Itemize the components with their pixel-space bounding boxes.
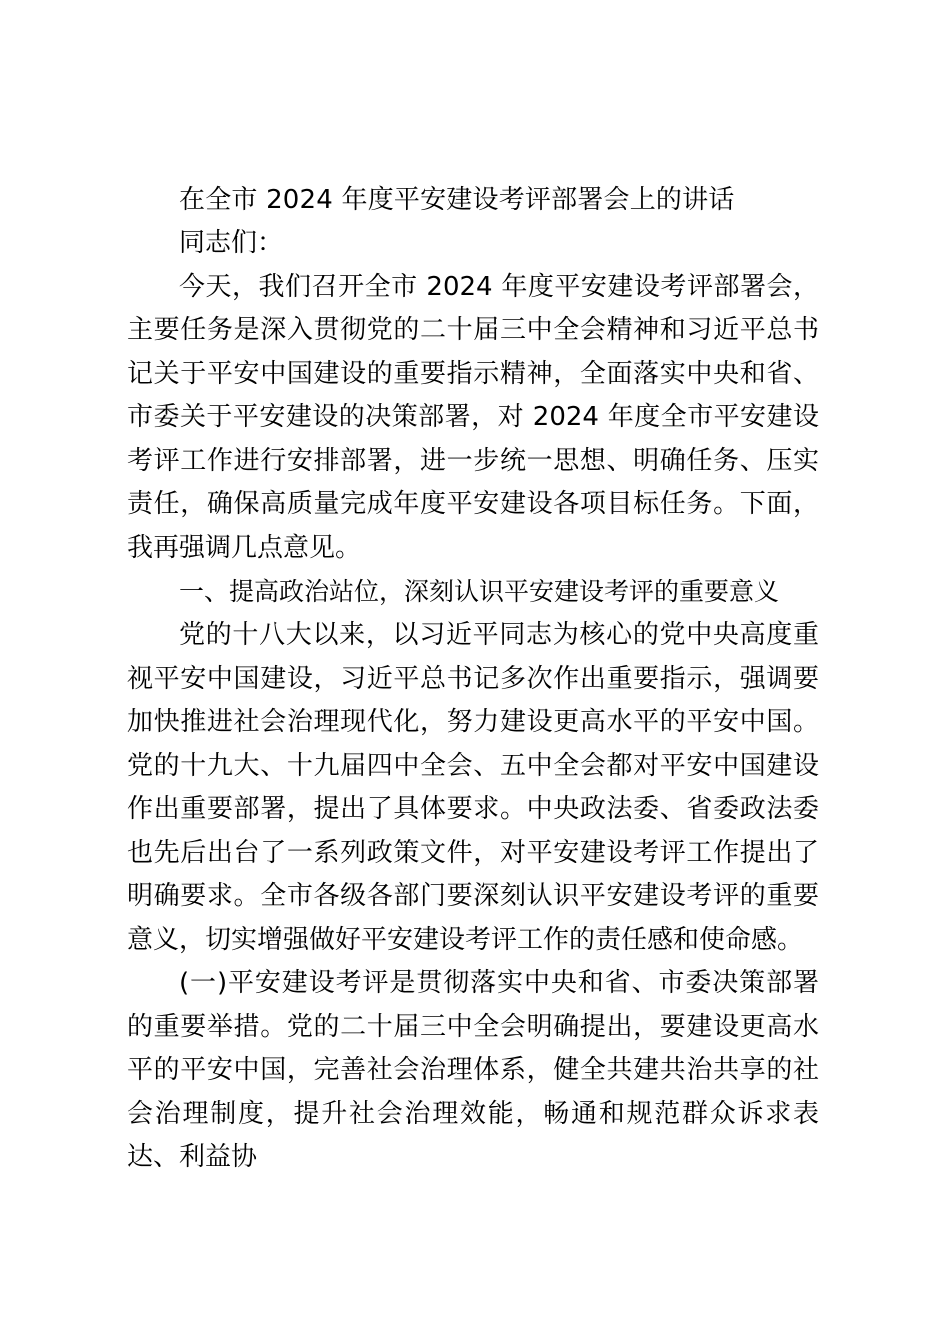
document-body	[127, 178, 819, 1180]
salutation: 同志们：	[179, 228, 284, 258]
intro-paragraph: 今天，我们召开全市 2024 年度平安建设考评部署会，主要任务是深入贯彻党的二十届三中全会精神和习近平总书记关于平安中国建设的重要指示精神，全面落实中央和省、市委关于平安建设的决策部署，对 2024 年度全市平安建设考评工作进行安排部署，进一步统一思想、明确任务、压实责任，确保高质量完成年度平安建设各项目标任务。下面，我再强调几点意见。	[127, 271, 819, 563]
subsection-1-paragraph: (一)平安建设考评是贯彻落实中央和省、市委决策部署的重要举措。党的二十届三中全会明确提出，要建设更高水平的平安中国，完善社会治理体系，健全共建共治共享的社会治理制度，提升社会治理效能，畅通和规范群众诉求表达、利益协	[127, 968, 819, 1172]
section-heading-1: 一、提高政治站位，深刻认识平安建设考评的重要意义	[179, 577, 780, 606]
section-1-paragraph: 党的十八大以来，以习近平同志为核心的党中央高度重视平安中国建设，习近平总书记多次作出重要指示，强调要加快推进社会治理现代化，努力建设更高水平的平安中国。党的十九大、十九届四中全会、五中全会都对平安中国建设作出重要部署，提出了具体要求。中央政法委、省委政法委也先后出台了一系列政策文件，对平安建设考评工作提出了明确要求。全市各级各部门要深刻认识平安建设考评的重要意义，切实增强做好平安建设考评工作的责任感和使命感。	[127, 620, 819, 955]
document-title: 在全市 2024 年度平安建设考评部署会上的讲话	[179, 185, 735, 215]
